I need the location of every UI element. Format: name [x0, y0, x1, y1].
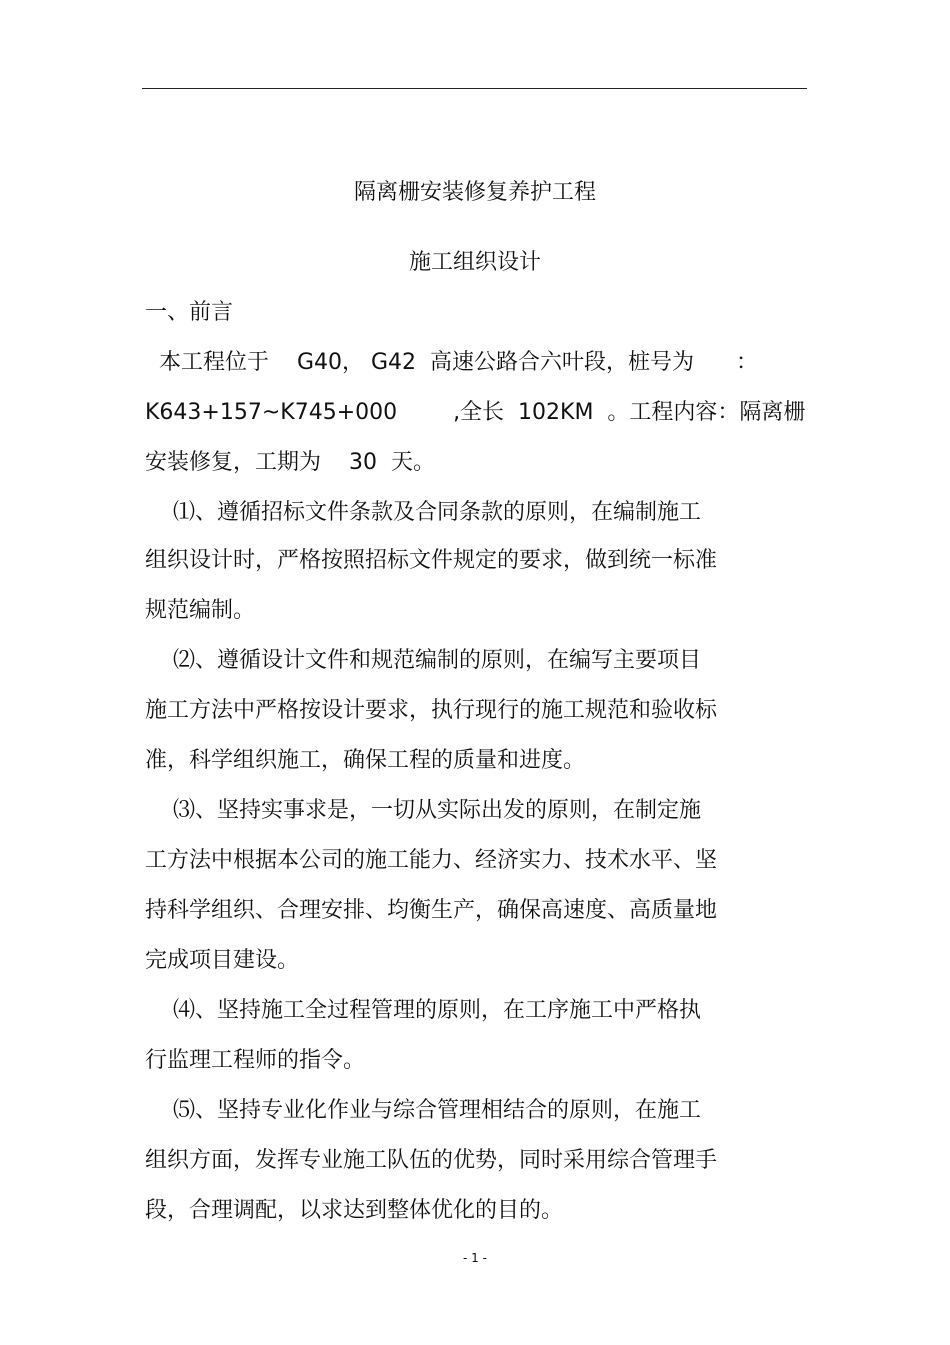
header-rule: [142, 88, 807, 89]
intro-line: K643+157~K745+000 ,全长 102KM 。工程内容：隔离栅: [145, 400, 806, 425]
section-heading: 一、前言: [145, 300, 234, 325]
principle-5-line: ⑸、坚持专业化作业与综合管理相结合的原则，在施工: [145, 1098, 701, 1123]
principle-5-line: 组织方面，发挥专业施工队伍的优势，同时采用综合管理手: [145, 1148, 718, 1173]
principle-3-line: ⑶、坚持实事求是，一切从实际出发的原则，在制定施: [145, 798, 701, 823]
principle-2-line: 准，科学组织施工，确保工程的质量和进度。: [145, 748, 586, 773]
principle-4-line: ⑷、坚持施工全过程管理的原则，在工序施工中严格执: [145, 998, 701, 1023]
document-title: 隔离栅安装修复养护工程: [353, 180, 596, 205]
principle-5-line: 段，合理调配，以求达到整体优化的目的。: [145, 1198, 564, 1223]
principle-1-line: 规范编制。: [145, 598, 256, 623]
document-subtitle: 施工组织设计: [408, 250, 541, 275]
principle-1-line: ⑴、遵循招标文件条款及合同条款的原则，在编制施工: [145, 500, 701, 525]
principle-1-line: 组织设计时，严格按照招标文件规定的要求，做到统一标准: [145, 548, 718, 573]
principle-3-line: 完成项目建设。: [145, 948, 300, 973]
principle-3-line: 工方法中根据本公司的施工能力、经济实力、技术水平、坚: [145, 848, 718, 873]
principle-3-line: 持科学组织、合理安排、均衡生产，确保高速度、高质量地: [145, 898, 718, 923]
intro-line: 本工程位于 G40， G42 高速公路合六叶段，桩号为 ：: [145, 350, 758, 375]
principle-4-line: 行监理工程师的指令。: [145, 1048, 366, 1073]
principle-2-line: 施工方法中严格按设计要求，执行现行的施工规范和验收标: [145, 698, 718, 723]
intro-line: 安装修复，工期为 30 天。: [145, 450, 435, 475]
principle-2-line: ⑵、遵循设计文件和规范编制的原则，在编写主要项目: [145, 648, 701, 673]
page-number: - 1 -: [463, 1251, 487, 1265]
